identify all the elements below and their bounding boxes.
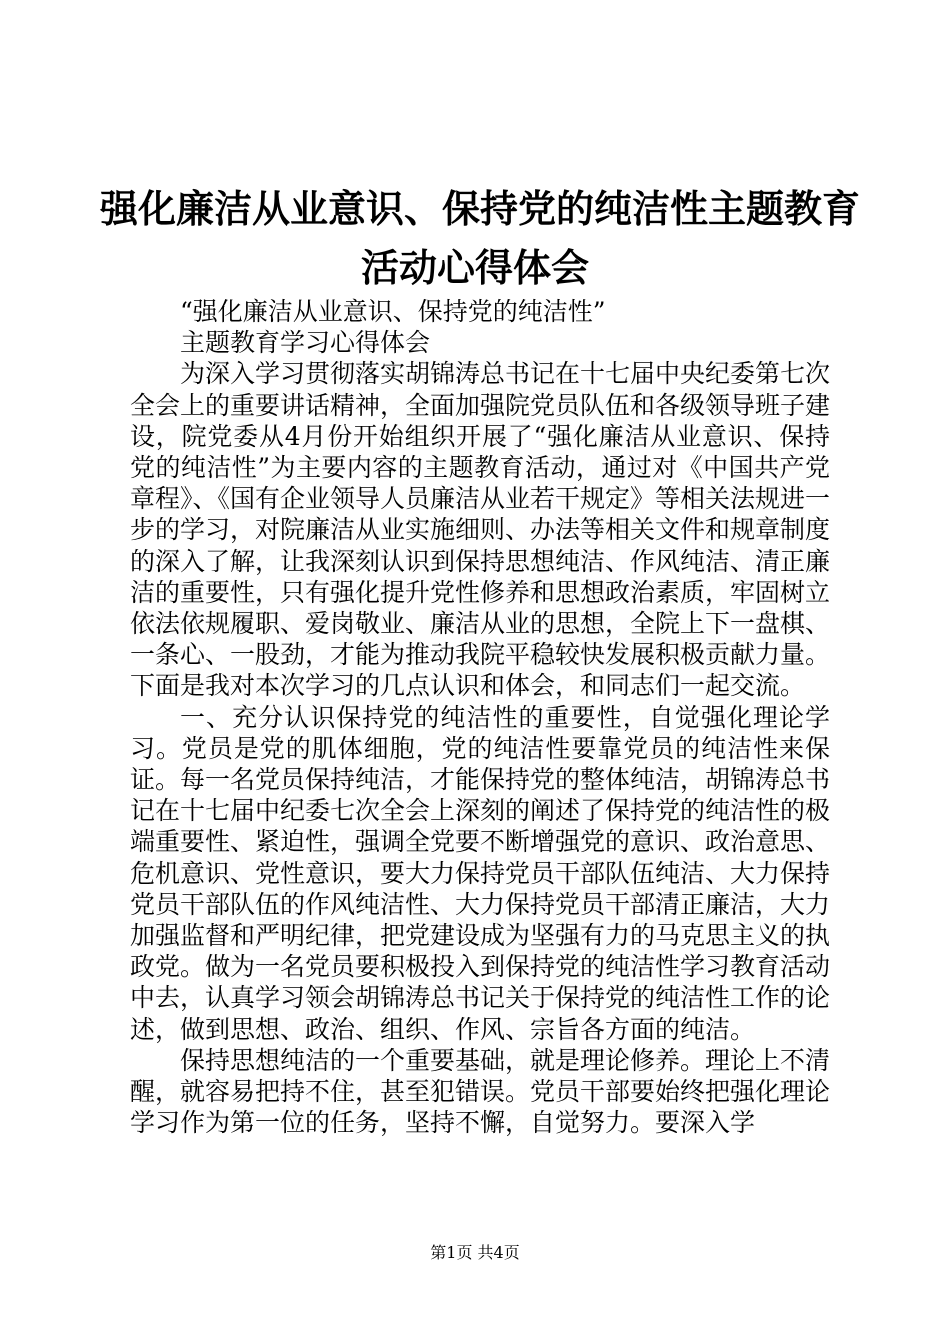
document-body xyxy=(130,296,830,1138)
paragraph: 一、充分认识保持党的纯洁性的重要性，自觉强化理论学习。党员是党的肌体细胞，党的纯洁性要靠党员的纯洁性来保证。每一名党员保持纯洁，才能保持党的整体纯洁，胡锦涛总书记在十七届中纪委七次全会上深刻的阐述了保持党的纯洁性的极端重要性、紧迫性，强调全党要不断增强党的意识、政治意思、危机意识、党性意识，要大力保持党员干部队伍纯洁、大力保持党员干部队伍的作风纯洁性、大力保持党员干部清正廉洁，大力加强监督和严明纪律，把党建设成为坚强有力的马克思主义的执政党。做为一名党员要积极投入到保持党的纯洁性学习教育活动中去，认真学习领会胡锦涛总书记关于保持党的纯洁性工作的论述，做到思想、政治、组织、作风、宗旨各方面的纯洁。 xyxy=(130,702,831,1044)
paragraph: 为深入学习贯彻落实胡锦涛总书记在十七届中央纪委第七次全会上的重要讲话精神，全面加强院党员队伍和各级领导班子建设，院党委从4月份开始组织开展了“强化廉洁从业意识、保持党的纯洁性”为主要内容的主题教育活动，通过对《中国共产党章程》、《国有企业领导人员廉洁从业若干规定》等相关法规进一步的学习，对院廉洁从业实施细则、办法等相关文件和规章制度的深入了解，让我深刻认识到保持思想纯洁、作风纯洁、清正廉洁的重要性，只有强化提升党性修养和思想政治素质，牢固树立依法依规履职、爱岗敬业、廉洁从业的思想，全院上下一盘棋、一条心、一股劲，才能为推动我院平稳较快发展积极贡献力量。下面是我对本次学习的几点认识和体会，和同志们一起交流。 xyxy=(130,359,831,701)
document-title-line2: 活动心得体会 xyxy=(360,245,589,290)
subtitle-quote: “强化廉洁从业意识、保持党的纯洁性” xyxy=(180,297,606,326)
document-title-line1: 强化廉洁从业意识、保持党的纯洁性主题教育 xyxy=(100,186,861,231)
subtitle-line: 主题教育学习心得体会 xyxy=(180,328,431,358)
paragraph: 保持思想纯洁的一个重要基础，就是理论修养。理论上不清醒，就容易把持不住，甚至犯错误。党员干部要始终把强化理论学习作为第一位的任务，坚持不懈，自觉努力。要深入学 xyxy=(130,1045,831,1138)
page-number-footer: 第1页 共4页 xyxy=(430,1243,520,1262)
